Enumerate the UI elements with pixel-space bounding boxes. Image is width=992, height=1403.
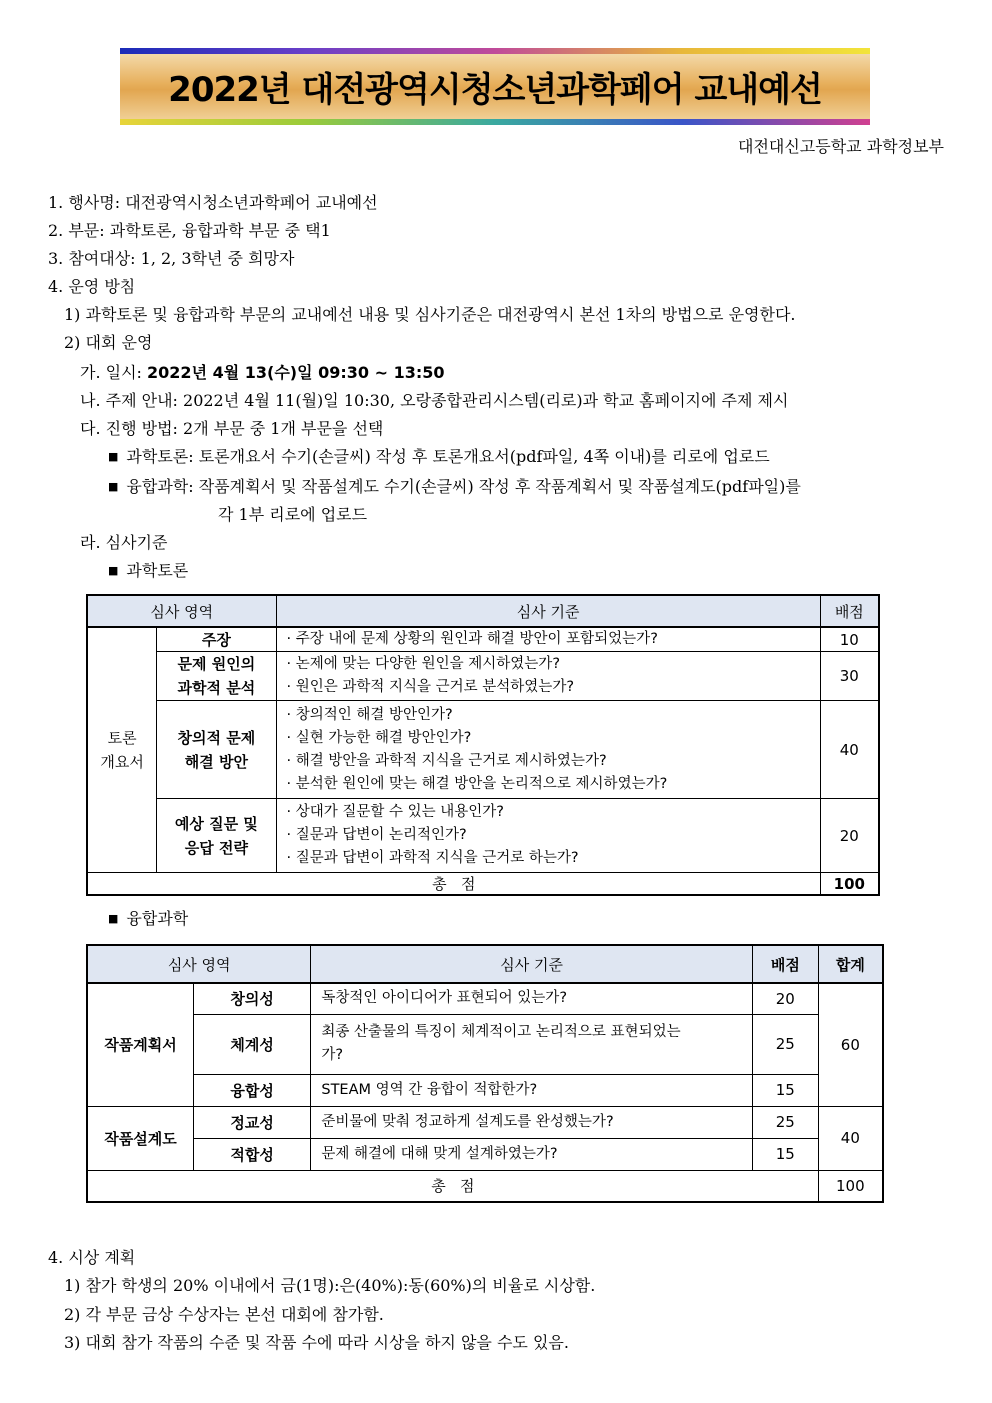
title-bottom-bar — [120, 119, 870, 125]
criteria-line: · 논제에 맞는 다양한 원인을 제시하였는가? — [286, 656, 561, 672]
area-cell: 융합성 — [193, 1074, 310, 1106]
criteria-cell: 준비물에 맞춰 정교하게 설계도를 완성했는가? — [311, 1106, 753, 1138]
table-row — [87, 1106, 883, 1138]
item-operation-1: 1) 과학토론 및 융합과학 부문의 교내예선 내용 및 심사기준은 대전광역시 본선 1차의 방법으로 운영한다. — [64, 305, 796, 324]
area-line: 문제 원인의 — [177, 655, 256, 673]
item-participants: 3. 참여대상: 1, 2, 3학년 중 희망자 — [48, 249, 295, 268]
header-area: 심사 영역 — [87, 595, 276, 627]
square-bullet-icon: ■ — [108, 564, 119, 577]
area-line: 창의적 문제 — [177, 728, 256, 747]
sub-label: 융합과학 — [126, 909, 189, 928]
criteria-cell — [311, 1014, 753, 1074]
header-criteria: 심사 기준 — [311, 945, 753, 983]
criteria-line: · 질문과 답변이 과학적 지식을 근거로 하는가? — [286, 850, 579, 866]
criteria-cell — [276, 701, 820, 799]
item-criteria: 라. 심사기준 — [80, 533, 168, 552]
criteria-line: 최종 산출물의 특징이 체계적이고 논리적으로 표현되었는 — [321, 1024, 681, 1040]
header-criteria: 심사 기준 — [276, 595, 820, 627]
group-line: 개요서 — [100, 753, 144, 771]
total-label: 총 점 — [87, 1170, 818, 1202]
score-cell: 30 — [820, 652, 879, 701]
criteria-line: · 원인은 과학적 지식을 근거로 분석하였는가? — [286, 679, 575, 695]
criteria-cell: STEAM 영역 간 융합이 적합한가? — [311, 1074, 753, 1106]
convergence-criteria-table — [86, 944, 884, 1203]
table-row — [87, 799, 879, 873]
sub-label: 과학토론 — [126, 561, 189, 580]
debate-criteria-table — [86, 594, 880, 896]
bullet-text: 융합과학: 작품계획서 및 작품설계도 수기(손글씨) 작성 후 작품계획서 및 작품설계도(pdf파일)를 — [126, 477, 801, 496]
item-procedure: 다. 진행 방법: 2개 부문 중 1개 부문을 선택 — [80, 419, 384, 438]
total-score: 100 — [818, 1170, 883, 1202]
score-cell: 25 — [752, 1014, 818, 1074]
group-cell: 작품계획서 — [87, 983, 193, 1106]
square-bullet-icon: ■ — [108, 480, 119, 493]
criteria-line: · 창의적인 해결 방안인가? — [286, 706, 453, 723]
criteria-cell: 독창적인 아이디어가 표현되어 있는가? — [311, 983, 753, 1014]
page-title: 2022년 대전광역시청소년과학페어 교내예선 — [168, 70, 822, 110]
title-box — [120, 54, 870, 119]
item-operation: 4. 운영 방침 — [48, 277, 136, 296]
score-cell: 20 — [752, 983, 818, 1014]
total-row — [87, 1170, 883, 1202]
total-label: 총 점 — [87, 873, 820, 896]
criteria-line: · 분석한 원인에 맞는 해결 방안을 논리적으로 제시하였는가? — [286, 775, 668, 792]
sum-cell: 40 — [818, 1106, 883, 1170]
table-row — [87, 1014, 883, 1074]
table-row — [87, 627, 879, 652]
date-label: 가. 일시: — [80, 363, 148, 382]
sub-convergence — [108, 908, 188, 930]
criteria-line: · 주장 내에 문제 상황의 원인과 해결 방안이 포함되었는가? — [286, 631, 658, 647]
total-row — [87, 873, 879, 896]
table-row — [87, 652, 879, 701]
area-line: 과학적 분석 — [177, 679, 256, 697]
area-cell: 창의성 — [193, 983, 310, 1014]
criteria-line: · 질문과 답변이 논리적인가? — [286, 827, 467, 843]
table-row — [87, 701, 879, 799]
header-score: 배점 — [820, 595, 879, 627]
total-score: 100 — [820, 873, 879, 896]
bullet-convergence — [108, 476, 801, 498]
score-cell: 15 — [752, 1074, 818, 1106]
table-header-row — [87, 945, 883, 983]
area-line: 해결 방안 — [184, 752, 248, 771]
criteria-cell: 문제 해결에 대해 맞게 설계하였는가? — [311, 1138, 753, 1170]
table-row — [87, 1074, 883, 1106]
sum-cell: 60 — [818, 983, 883, 1106]
bullet-text: 과학토론: 토론개요서 수기(손글씨) 작성 후 토론개요서(pdf파일, 4쪽 이내)를 리로에 업로드 — [126, 447, 770, 466]
bullet-science-debate — [108, 446, 770, 468]
area-cell — [157, 652, 276, 701]
area-cell: 주장 — [157, 627, 276, 652]
award-item-3: 3) 대회 참가 작품의 수준 및 작품 수에 따라 시상을 하지 않을 수도 있음. — [64, 1333, 569, 1352]
table-header-row — [87, 595, 879, 627]
square-bullet-icon: ■ — [108, 450, 119, 463]
score-cell: 25 — [752, 1106, 818, 1138]
criteria-line: · 해결 방안을 과학적 지식을 근거로 제시하였는가? — [286, 752, 607, 769]
criteria-line: 가? — [321, 1047, 344, 1063]
sub-science-debate — [108, 560, 188, 582]
criteria-cell — [276, 627, 820, 652]
item-operation-2: 2) 대회 운영 — [64, 333, 153, 352]
area-line: 응답 전략 — [184, 838, 248, 857]
header-sum: 합계 — [818, 945, 883, 983]
score-cell: 10 — [820, 627, 879, 652]
score-cell: 20 — [820, 799, 879, 873]
item-date — [80, 362, 445, 384]
group-cell — [87, 627, 157, 873]
department: 대전대신고등학교 과학정보부 — [737, 137, 944, 156]
criteria-line: · 실현 가능한 해결 방안인가? — [286, 729, 472, 746]
bullet-convergence-cont: 각 1부 리로에 업로드 — [218, 505, 368, 524]
item-event-name: 1. 행사명: 대전광역시청소년과학페어 교내예선 — [48, 193, 378, 212]
awards-heading: 4. 시상 계획 — [48, 1248, 136, 1267]
award-item-1: 1) 참가 학생의 20% 이내에서 금(1명):은(40%):동(60%)의 비율로 시상함. — [64, 1276, 596, 1295]
group-cell: 작품설계도 — [87, 1106, 193, 1170]
area-cell — [157, 701, 276, 799]
area-cell: 정교성 — [193, 1106, 310, 1138]
area-cell: 적합성 — [193, 1138, 310, 1170]
score-cell: 40 — [820, 701, 879, 799]
award-item-2: 2) 각 부문 금상 수상자는 본선 대회에 참가함. — [64, 1305, 384, 1324]
criteria-cell — [276, 652, 820, 701]
table-row — [87, 1138, 883, 1170]
item-topic-notice: 나. 주제 안내: 2022년 4월 11(월)일 10:30, 오랑종합관리시스템(리로)과 학교 홈페이지에 주제 제시 — [80, 391, 789, 410]
area-cell — [157, 799, 276, 873]
group-line: 토론 — [107, 729, 137, 747]
criteria-cell — [276, 799, 820, 873]
item-division: 2. 부문: 과학토론, 융합과학 부문 중 택1 — [48, 221, 331, 240]
area-cell: 체계성 — [193, 1014, 310, 1074]
date-value: 2022년 4월 13(수)일 09:30 ~ 13:50 — [147, 363, 445, 382]
header-area: 심사 영역 — [87, 945, 311, 983]
table-row — [87, 983, 883, 1014]
title-banner — [120, 48, 870, 125]
criteria-line: · 상대가 질문할 수 있는 내용인가? — [286, 804, 504, 820]
score-cell: 15 — [752, 1138, 818, 1170]
area-line: 예상 질문 및 — [174, 814, 258, 833]
square-bullet-icon: ■ — [108, 912, 119, 925]
header-score: 배점 — [752, 945, 818, 983]
